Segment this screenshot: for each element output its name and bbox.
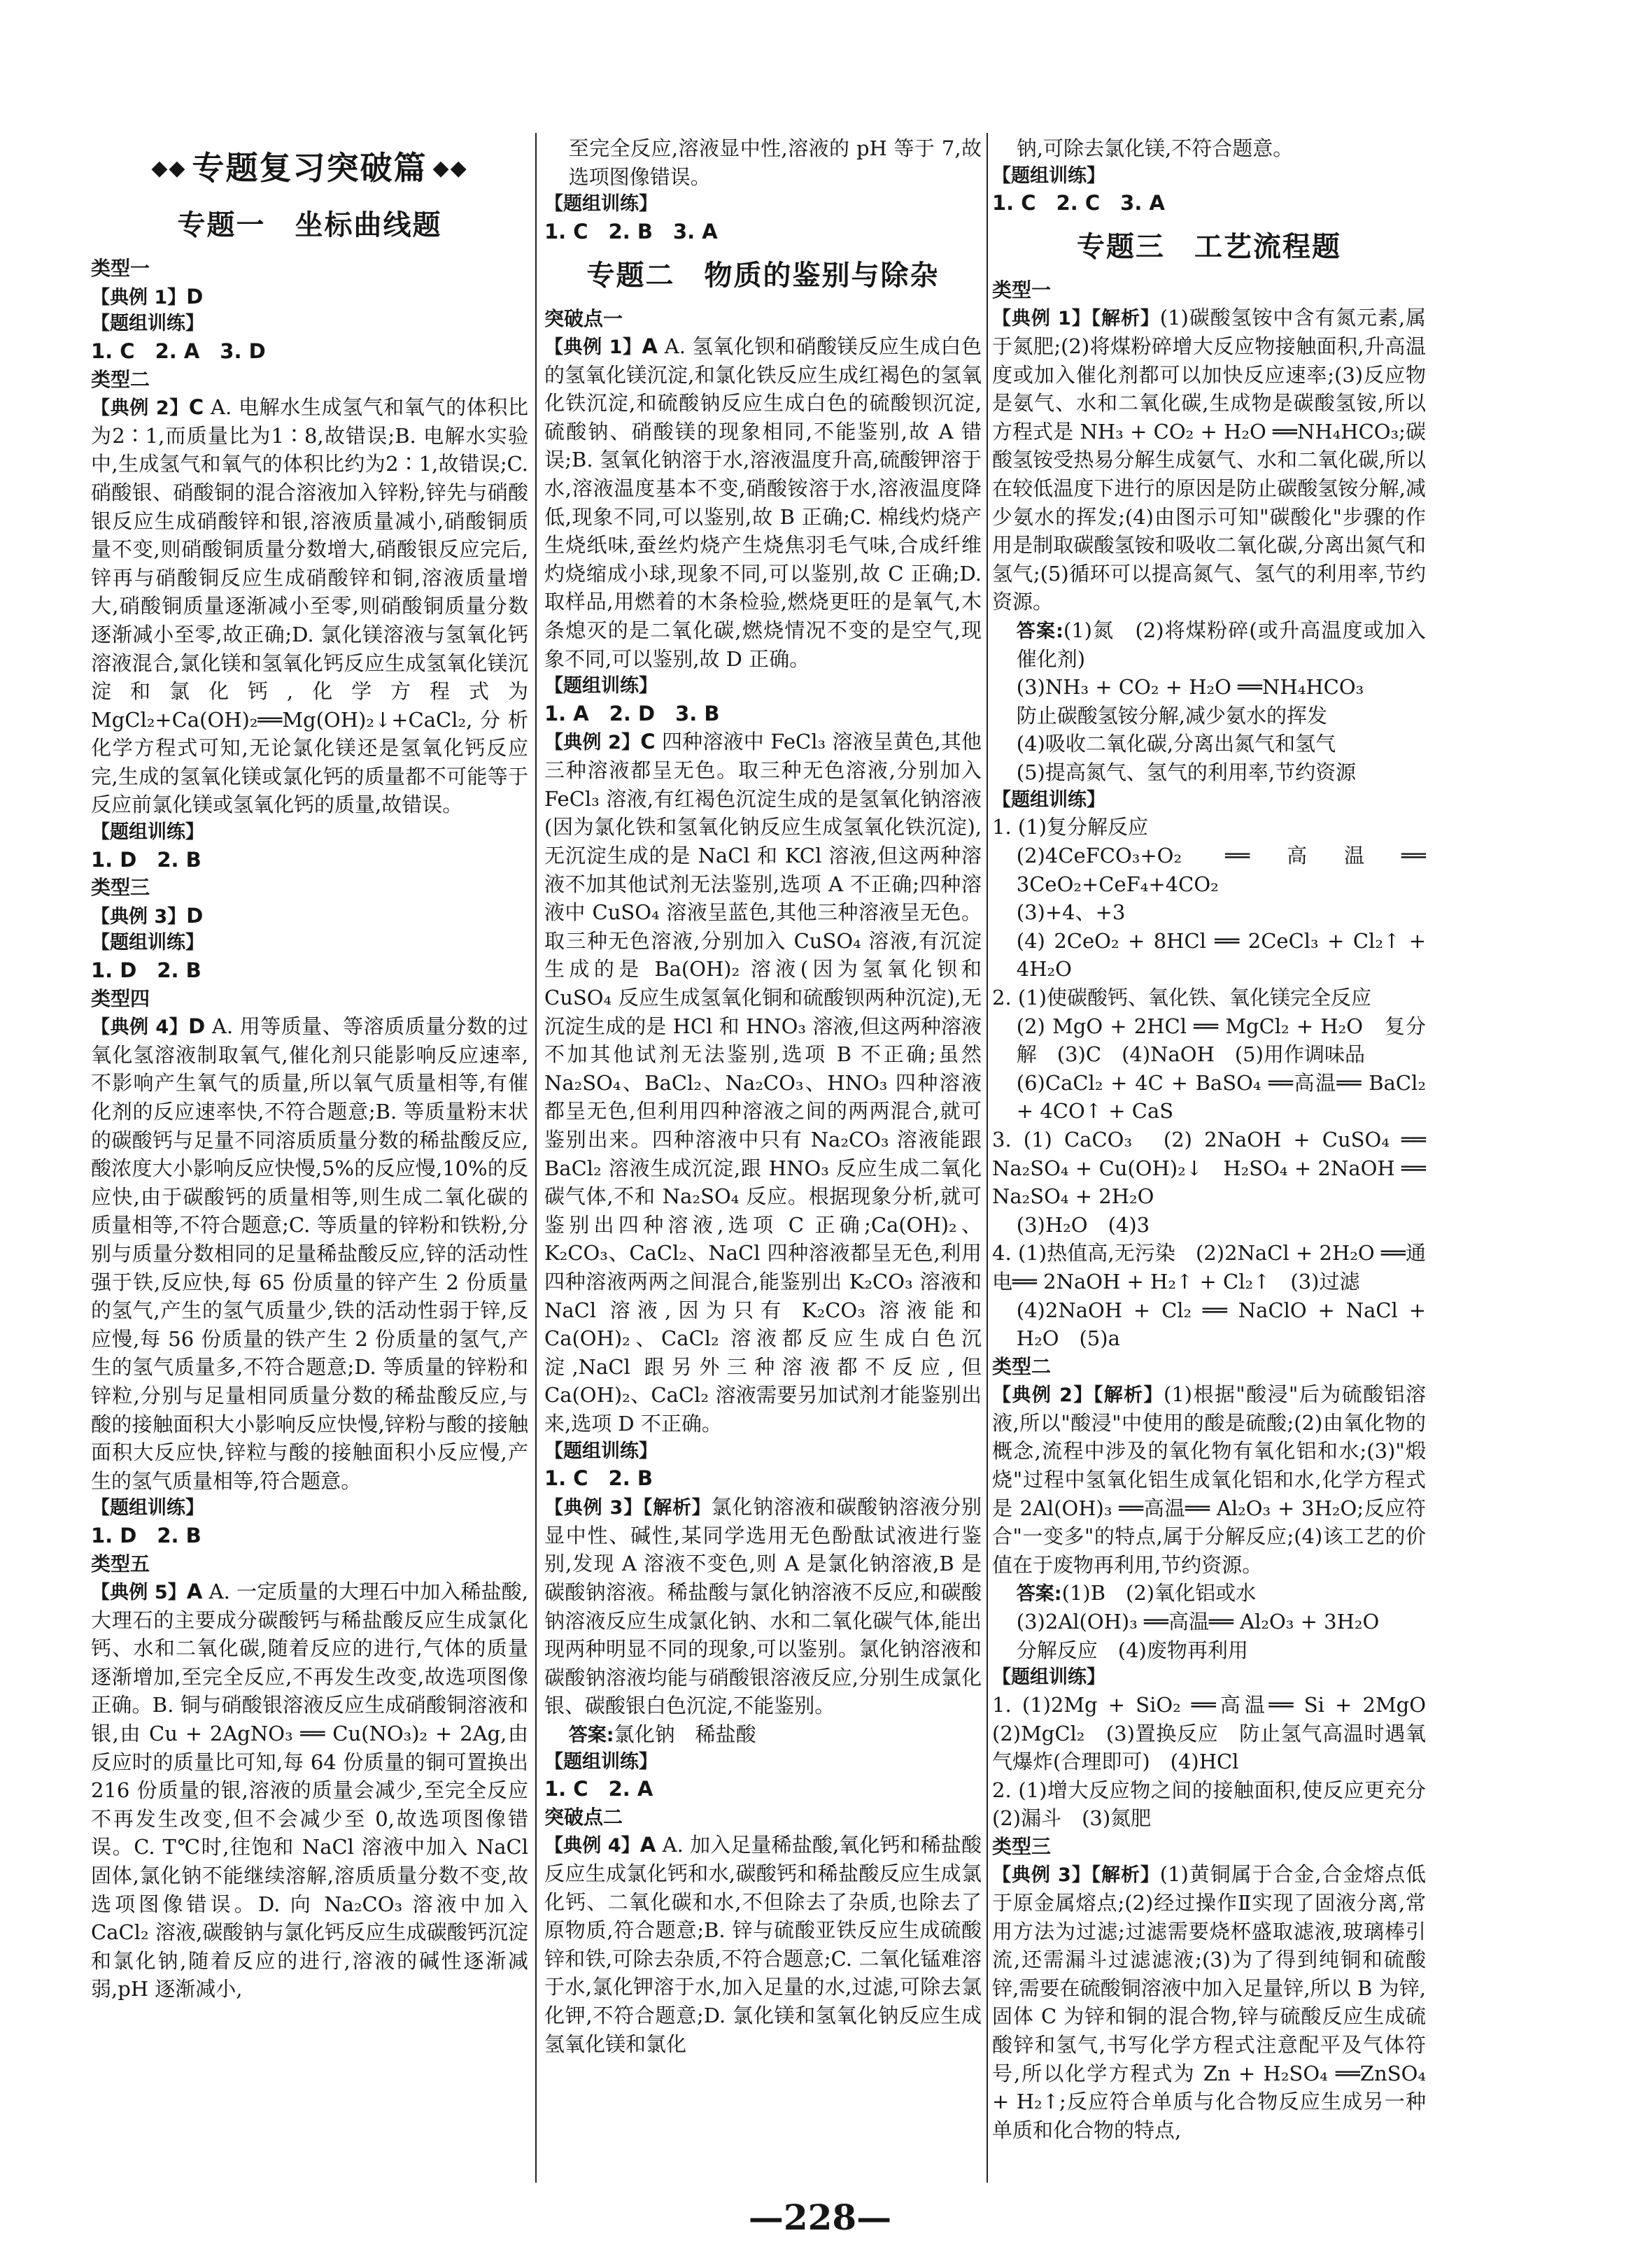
type-heading: 类型三 bbox=[91, 876, 150, 900]
group-answers: 1. C 2. A bbox=[544, 1777, 653, 1801]
group-training-heading: 【题组训练】 bbox=[544, 193, 658, 215]
example bbox=[544, 728, 982, 1438]
answer-text: (3)2Al(OH)₃ ══高温══ Al₂O₃ + 3H₂O bbox=[1016, 1610, 1380, 1634]
group-answer-line: 1. (1)复分解反应 bbox=[992, 815, 1148, 839]
answer-text: (3)NH₃ + CO₂ + H₂O ══NH₄HCO₃ bbox=[1016, 675, 1364, 700]
section-banner bbox=[91, 146, 528, 190]
group-answer-line: (4) 2CeO₂ + 8HCl ══ 2CeCl₃ + Cl₂↑ + 4H₂O bbox=[1016, 928, 1426, 981]
answer-text: (4)吸收二氧化碳,分离出氮气和氢气 bbox=[1016, 732, 1336, 756]
answer-text: 氯化钠 稀盐酸 bbox=[614, 1722, 756, 1746]
example-tag: 【典例 2】 bbox=[544, 732, 641, 754]
example-tag: 【典例 3】【解析】 bbox=[992, 1864, 1160, 1887]
column-right bbox=[992, 134, 1447, 2144]
example-answer: C bbox=[640, 730, 656, 754]
page-number: —228— bbox=[748, 2197, 892, 2238]
example bbox=[992, 304, 1426, 616]
breakthrough-heading: 突破点二 bbox=[544, 1806, 623, 1829]
example-explanation: A. 一定质量的大理石中加入稀盐酸,大理石的主要成分碳酸钙与稀盐酸反应生成氯化钙、水和二氧化碳,随着反应的进行,气体的质量逐渐增加,至完全反应,不再发生改变,故选项图像正确。B. 铜与硝酸银溶液反应生成硝酸铜溶液和银,由 Cu + 2AgNO₃ ══ Cu(NO₃)₂ + 2Ag,由反应时的质量比可知,每 64 份质量的铜可置换出 216 份质量的银,溶液的质量会减少,至完全反应不再发生改变,但不会减少至 0,故选项图像错误。C. T℃时,往饱和 NaCl 溶液中加入 NaCl 固体,氯化钠不能继续溶解,溶质质量分数不变,故选项图像错误。D. 向 Na₂CO₃ 溶液中加入 CaCl₂ 溶液,碳酸钠与氯化钙反应生成碳酸钙沉淀和氯化钠,随着反应的进行,溶液的碱性逐渐减弱,pH 逐渐减小, bbox=[91, 1579, 529, 2001]
example-answer: D bbox=[186, 284, 204, 309]
example-answer: D bbox=[186, 903, 204, 928]
example-answer: A bbox=[642, 334, 658, 358]
example bbox=[992, 1380, 1426, 1579]
group-answers: 1. C 2. A 3. D bbox=[91, 339, 266, 364]
example-tag: 【典例 1】【解析】 bbox=[992, 308, 1160, 330]
group-answer-line: (4)2NaOH + Cl₂ ══ NaClO + NaCl + H₂O (5)a bbox=[1016, 1298, 1426, 1351]
example-answer-line bbox=[992, 1579, 1426, 1608]
diamond-ornament-icon: ◆◆ bbox=[432, 156, 468, 180]
type-heading: 类型一 bbox=[992, 278, 1052, 302]
topic-heading: 专题二 物质的鉴别与除杂 bbox=[586, 259, 940, 292]
group-training-heading: 【题组训练】 bbox=[992, 1666, 1105, 1689]
column-left bbox=[91, 146, 528, 2004]
example-answer: A bbox=[639, 1833, 656, 1857]
group-answers: 1. D 2. B bbox=[91, 847, 202, 872]
type-heading: 类型四 bbox=[91, 986, 150, 1010]
answer-label: 答案: bbox=[568, 1724, 614, 1746]
topic-heading: 专题一 坐标曲线题 bbox=[177, 209, 442, 242]
example-answer-line bbox=[544, 1720, 982, 1749]
example bbox=[992, 1860, 1426, 2144]
column-divider bbox=[535, 133, 537, 2183]
example-explanation: 氯化钠溶液和碳酸钠溶液分别显中性、碱性,某同学选用无色酚酞试液进行鉴别,发现 A 溶液不变色,则 A 是氯化钠溶液,B 是碳酸钠溶液。稀盐酸与氯化钠溶液不反应,和碳酸钠溶液反应生成氯化钠、水和二氧化碳气体,能出现两种明显不同的现象,可以鉴别。氯化钠溶液和碳酸钠溶液均能与硝酸银溶液反应,分别生成氯化银、碳酸银白色沉淀,不能鉴别。 bbox=[544, 1494, 982, 1718]
example-tag: 【典例 1】 bbox=[544, 336, 642, 358]
example-tag: 【典例 4】 bbox=[91, 1016, 189, 1039]
group-answers: 1. C 2. B bbox=[544, 1466, 653, 1491]
group-training-heading: 【题组训练】 bbox=[91, 932, 204, 954]
example bbox=[544, 332, 982, 673]
group-answer-line: (2) MgO + 2HCl ══ MgCl₂ + H₂O 复分解 (3)C (4)NaOH (5)用作调味品 bbox=[1016, 1014, 1426, 1067]
example-explanation: 四种溶液中 FeCl₃ 溶液呈黄色,其他三种溶液都呈无色。取三种无色溶液,分别加入 FeCl₃ 溶液,有红褐色沉淀生成的是氢氧化钠溶液(因为氯化铁和氢氧化钠反应生成氢氧化铁沉淀),无沉淀生成的是 NaCl 和 KCl 溶液,但这两种溶液不加其他试剂无法鉴别,选项 A 不正确;四种溶液中 CuSO₄ 溶液呈蓝色,其他三种溶液呈无色。取三种无色溶液,分别加入 CuSO₄ 溶液,有沉淀生成的是 Ba(OH)₂ 溶液(因为氢氧化钡和 CuSO₄ 反应生成氢氧化铜和硫酸钡两种沉淀),无沉淀生成的是 HCl 和 HNO₃ 溶液,但这两种溶液不加其他试剂无法鉴别,选项 B 不正确;虽然 Na₂SO₄、BaCl₂、Na₂CO₃、HNO₃ 四种溶液都呈无色,但利用四种溶液之间的两两混合,就可鉴别出来。四种溶液中只有 Na₂CO₃ 溶液能跟 BaCl₂ 溶液生成沉淀,跟 HNO₃ 反应生成二氧化碳气体,不和 Na₂SO₄ 反应。根据现象分析,就可鉴别出四种溶液,选项 C 正确;Ca(OH)₂、K₂CO₃、CaCl₂、NaCl 四种溶液都呈无色,利用四种溶液两两之间混合,能鉴别出 K₂CO₃ 溶液和 NaCl 溶液,因为只有 K₂CO₃ 溶液能和 Ca(OH)₂、CaCl₂ 溶液都反应生成白色沉淀,NaCl 跟另外三种溶液都不反应,但Ca(OH)₂、CaCl₂ 溶液需要另加试剂才能鉴别出来,选项 D 不正确。 bbox=[544, 730, 982, 1436]
group-answer-line: (6)CaCl₂ + 4C + BaSO₄ ══高温══ BaCl₂ + 4CO↑ + CaS bbox=[1016, 1070, 1426, 1124]
example-answer: D bbox=[188, 1014, 206, 1039]
answer-text: 防止碳酸氢铵分解,减少氨水的挥发 bbox=[1016, 703, 1328, 728]
example-answer-line bbox=[992, 616, 1426, 673]
example bbox=[91, 1578, 528, 2004]
example-explanation: (1)根据"酸浸"后为硫酸铝溶液,所以"酸浸"中使用的酸是硫酸;(2)由氧化物的概念,流程中涉及的氧化物有氧化铝和水;(3)"煅烧"过程中氢氧化铝生成氧化铝和水,化学方程式是 2Al(OH)₃ ══高温══ Al₂O₃ + 3H₂O;反应符合"一变多"的特点,属于分解反应;(4)该工艺的价值在于废物再利用,节约资源。 bbox=[992, 1382, 1426, 1577]
example bbox=[91, 283, 528, 311]
banner-title: 专题复习突破篇 bbox=[192, 149, 427, 187]
group-answer-line: 2. (1)增大反应物之间的接触面积,使反应更充分 (2)漏斗 (3)氮肥 bbox=[992, 1778, 1447, 1831]
example-tag: 【典例 3】 bbox=[91, 905, 187, 928]
example-explanation: A. 加入足量稀盐酸,氧化钙和稀盐酸反应生成氯化钙和水,碳酸钙和稀盐酸反应生成氯化钙、二氧化碳和水,不但除去了杂质,也除去了原物质,符合题意;B. 锌与硫酸亚铁反应生成硫酸锌和铁,可除去杂质,不符合题意;C. 二氧化锰难溶于水,氯化钾溶于水,加入足量的水,过滤,可除去氯化钾,不符合题意;D. 氯化镁和氢氧化钠反应生成氢氧化镁和氯化 bbox=[544, 1833, 982, 2056]
group-answer-line: 2. (1)使碳酸钙、氧化铁、氧化镁完全反应 bbox=[992, 986, 1371, 1010]
type-heading: 类型五 bbox=[91, 1552, 150, 1575]
answer-text: (1)B (2)氧化铝或水 bbox=[1061, 1581, 1257, 1606]
group-answers: 1. A 2. D 3. B bbox=[544, 701, 720, 725]
answer-label: 答案: bbox=[1016, 620, 1063, 642]
diamond-ornament-icon: ◆◆ bbox=[151, 156, 187, 180]
continued-text: 钠,可除去氯化镁,不符合题意。 bbox=[1016, 136, 1294, 160]
answer-text: (5)提高氮气、氢气的利用率,节约资源 bbox=[1016, 760, 1357, 785]
group-answer-line: 1. (1)2Mg + SiO₂ ══高温══ Si + 2MgO (2)MgCl₂ (3)置换反应 防止氢气高温时遇氧气爆炸(合理即可) (4)HCl bbox=[992, 1693, 1447, 1774]
answer-text: 分解反应 (4)废物再利用 bbox=[1016, 1638, 1248, 1662]
group-training-heading: 【题组训练】 bbox=[544, 675, 658, 697]
group-answers: 1. C 2. B 3. A bbox=[544, 219, 718, 243]
group-training-heading: 【题组训练】 bbox=[91, 1497, 204, 1519]
example-tag: 【典例 1】 bbox=[91, 286, 187, 309]
group-training-heading: 【题组训练】 bbox=[91, 313, 204, 335]
answer-label: 答案: bbox=[1016, 1583, 1062, 1606]
example-answer: C bbox=[188, 395, 204, 419]
type-heading: 类型二 bbox=[91, 367, 150, 391]
example-tag: 【典例 2】 bbox=[91, 397, 189, 419]
group-answers: 1. D 2. B bbox=[91, 1524, 202, 1548]
group-answer-line: (2)4CeFCO₃+O₂ ══高温══ 3CeO₂+CeF₄+4CO₂ bbox=[1016, 844, 1426, 896]
example bbox=[544, 1831, 982, 2058]
example-answer: A bbox=[186, 1579, 203, 1603]
group-answer-line: (3)+4、+3 bbox=[1016, 900, 1126, 925]
example-tag: 【典例 2】【解析】 bbox=[992, 1384, 1164, 1406]
group-training-heading: 【题组训练】 bbox=[544, 1750, 658, 1773]
example bbox=[91, 902, 528, 930]
example-explanation: A. 用等质量、等溶质质量分数的过氧化氢溶液制取氧气,催化剂只能影响反应速率,不影响产生氧气的质量,所以氧气质量相等,有催化剂的反应速率快,不符合题意;B. 等质量粉末状的碳酸钙与足量不同溶质质量分数的稀盐酸反应,酸浓度大小影响反应快慢,5%的反应慢,10%的反应快,由于碳酸钙的质量相等,则生成二氧化碳的质量相等,不符合题意;C. 等质量的锌粉和铁粉,分别与质量分数相同的足量稀盐酸反应,锌的活动性强于铁,反应快,每 65 份质量的锌产生 2 份质量的氢气,产生的氢气质量少,铁的活动性弱于锌,反应慢,每 56 份质量的铁产生 2 份质量的氢气,产生的氢气质量多,不符合题意;D. 等质量的锌粉和锌粒,分别与足量相同质量分数的稀盐酸反应,与酸的接触面积大小影响反应快慢,锌粉与酸的接触面积大反应快,锌粒与酸的接触面积小反应慢,产生的氢气质量相等,符合题意。 bbox=[91, 1014, 529, 1493]
example-explanation: A. 电解水生成氢气和氧气的体积比为2∶1,而质量比为1∶8,故错误;B. 电解水实验中,生成氢气和氧气的体积比约为2∶1,故错误;C. 硝酸银、硝酸铜的混合溶液加入锌粉,锌先与硝酸银反应生成硝酸锌和银,溶液质量减小,硝酸铜质量不变,则硝酸铜质量分数增大,硝酸银反应完后,锌再与硝酸铜反应生成硝酸锌和铜,溶液质量增大,硝酸铜质量逐渐减小至零,则硝酸铜质量分数逐渐减小至零,故正确;D. 氯化镁溶液与氢氧化钙溶液混合,氯化镁和氢氧化钙反应生成氢氧化镁沉淀和氯化钙,化学方程式为 MgCl₂+Ca(OH)₂══Mg(OH)₂↓+CaCl₂,分析化学方程式可知,无论氯化镁还是氢氧化钙反应完,生成的氢氧化镁或氯化钙的质量都不可能等于反应前氯化镁或氢氧化钙的质量,故错误。 bbox=[91, 395, 528, 817]
group-training-heading: 【题组训练】 bbox=[992, 788, 1105, 811]
group-training-heading: 【题组训练】 bbox=[544, 1440, 658, 1462]
example-explanation: (1)黄铜属于合金,合金熔点低于原金属熔点;(2)经过操作Ⅱ实现了固液分离,常用方法为过滤;过滤需要烧杯盛取滤液,玻璃棒引流,还需漏斗过滤滤液;(3)为了得到纯铜和硫酸锌,需要在硫酸铜溶液中加入足量锌,所以 B 为锌,固体 C 为锌和铜的混合物,锌与硫酸反应生成硫酸锌和氢气,书写化学方程式注意配平及气体符号,所以化学方程式为 Zn + H₂SO₄ ══ZnSO₄ + H₂↑;反应符合单质与化合物反应生成另一种单质和化合物的特点, bbox=[992, 1862, 1426, 2142]
group-answers: 1. C 2. C 3. A bbox=[992, 191, 1165, 215]
group-training-heading: 【题组训练】 bbox=[992, 164, 1105, 187]
topic-heading: 专题三 工艺流程题 bbox=[1077, 230, 1341, 263]
example-tag: 【典例 5】 bbox=[91, 1581, 187, 1603]
group-answer-line: (3)H₂O (4)3 bbox=[1016, 1212, 1150, 1237]
group-answer-line: 4. (1)热值高,无污染 (2)2NaCl + 2H₂O ══通电══ 2NaOH + H₂↑ + Cl₂↑ (3)过滤 bbox=[992, 1241, 1426, 1294]
group-training-heading: 【题组训练】 bbox=[91, 821, 204, 844]
continued-text: 至完全反应,溶液显中性,溶液的 pH 等于 7,故选项图像错误。 bbox=[568, 136, 982, 189]
example-explanation: (1)碳酸氢铵中含有氮元素,属于氮肥;(2)将煤粉碎增大反应物接触面积,升高温度或加入催化剂都可以加快反应速率;(3)反应物是氨气、水和二氧化碳,生成物是碳酸氢铵,所以方程式是 NH₃ + CO₂ + H₂O ══NH₄HCO₃;碳酸氢铵受热易分解生成氨气、水和二氧化碳,所以在较低温度下进行的原因是防止碳酸氢铵分解,减少氨水的挥发;(4)由图示可知"碳酸化"步骤的作用是制取碳酸氢铵和吸收二氧化碳,分离出氮气和氢气;(5)循环可以提高氮气、氢气的利用率,节约资源。 bbox=[992, 306, 1426, 614]
group-answers: 1. D 2. B bbox=[91, 958, 202, 983]
example-tag: 【典例 4】 bbox=[544, 1835, 640, 1857]
example bbox=[91, 1012, 528, 1495]
example bbox=[544, 1493, 982, 1720]
type-heading: 类型三 bbox=[992, 1835, 1052, 1859]
example-tag: 【典例 3】【解析】 bbox=[544, 1496, 712, 1519]
example-explanation: A. 氢氧化钡和硝酸镁反应生成白色的氢氧化镁沉淀,和氯化铁反应生成红褐色的氢氧化铁沉淀,和硫酸钠反应生成白色的硫酸钡沉淀,硫酸钠、硝酸镁的现象相同,不能鉴别,故 A 错误;B. 氢氧化钠溶于水,溶液温度升高,硫酸钾溶于水,溶液温度基本不变,硝酸铵溶于水,溶液温度降低,现象不同,可以鉴别,故 B 正确;C. 棉线灼烧产生烧纸味,蚕丝灼烧产生烧焦羽毛气味,合成纤维灼烧缩成小球,现象不同,可以鉴别,故 C 正确;D. 取样品,用燃着的木条检验,燃烧更旺的是氧气,木条熄灭的是二氧化碳,燃烧情况不变的是空气,现象不同,可以鉴别,故 D 正确。 bbox=[544, 334, 982, 671]
answer-text: (1)氮 (2)将煤粉碎(或升高温度或加入催化剂) bbox=[1016, 618, 1426, 671]
column-middle bbox=[544, 134, 982, 2058]
breakthrough-heading: 突破点一 bbox=[544, 306, 623, 330]
example bbox=[91, 393, 528, 819]
group-answer-line: 3. (1) CaCO₃ (2) 2NaOH + CuSO₄ ══ Na₂SO₄ + Cu(OH)₂↓ H₂SO₄ + 2NaOH ══ Na₂SO₄ + 2H₂O bbox=[992, 1128, 1426, 1209]
type-heading: 类型一 bbox=[91, 257, 150, 281]
type-heading: 类型二 bbox=[992, 1354, 1052, 1378]
column-divider bbox=[987, 133, 988, 2183]
